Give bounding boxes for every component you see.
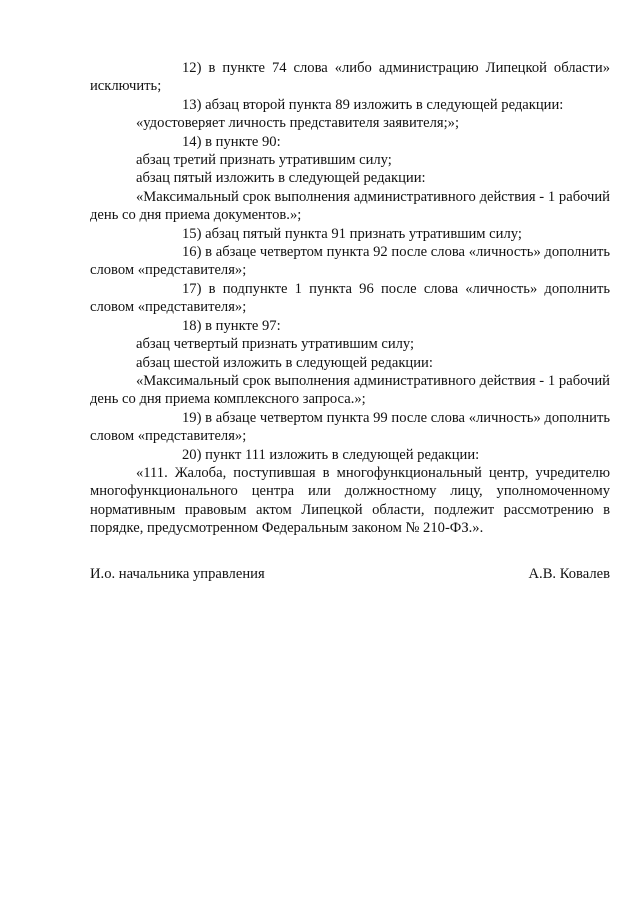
paragraph-18-quote bbox=[90, 372, 610, 409]
paragraph-16 bbox=[90, 243, 610, 280]
paragraph-text: «111. Жалоба, поступившая в многофункциональный центр, учредителю многофункционального центра или должностному лицу, уполномоченному нормативным правовым актом Липецкой области, подлежит рассмотрению в порядке, предусмотренном Федеральным законом № 210-ФЗ.». bbox=[90, 464, 610, 537]
paragraph-15 bbox=[90, 225, 610, 243]
paragraph-12 bbox=[90, 59, 610, 96]
item-number: 18) bbox=[182, 317, 202, 334]
signatory-name: А.В. Ковалев bbox=[528, 566, 610, 582]
paragraph-19 bbox=[90, 409, 610, 446]
item-number: 12) bbox=[182, 60, 202, 76]
paragraph-13-quote bbox=[90, 114, 610, 132]
paragraph-text: «удостоверяет личность представителя заявителя;»; bbox=[136, 115, 460, 132]
paragraph-20 bbox=[90, 446, 610, 464]
paragraph-text: абзац второй пункта 89 изложить в следующей редакции: bbox=[205, 96, 564, 113]
document-body bbox=[90, 59, 610, 538]
paragraph-text: абзац шестой изложить в следующей редакции: bbox=[136, 354, 433, 371]
item-number: 16) bbox=[182, 244, 202, 261]
paragraph-text: в абзаце четвертом пункта 99 после слова «личность» дополнить словом «представителя»; bbox=[90, 409, 610, 445]
paragraph-14 bbox=[90, 133, 610, 151]
paragraph-17 bbox=[90, 280, 610, 317]
paragraph-14-quote bbox=[90, 188, 610, 225]
paragraph-14-a bbox=[90, 151, 610, 169]
paragraph-text: в подпункте 1 пункта 96 после слова «личность» дополнить словом «представителя»; bbox=[90, 280, 610, 316]
paragraph-text: «Максимальный срок выполнения административного действия - 1 рабочий день со дня приема комплексного запроса.»; bbox=[90, 372, 610, 408]
paragraph-text: абзац пятый изложить в следующей редакции: bbox=[136, 170, 426, 187]
item-number: 20) bbox=[182, 446, 202, 463]
signatory-position: И.о. начальника управления bbox=[90, 566, 265, 582]
item-number: 17) bbox=[182, 280, 202, 297]
item-number: 14) bbox=[182, 133, 202, 150]
paragraph-text: в пункте 97: bbox=[205, 317, 281, 334]
paragraph-text: в абзаце четвертом пункта 92 после слова «личность» дополнить словом «представителя»; bbox=[90, 244, 610, 279]
paragraph-18-b bbox=[90, 354, 610, 372]
paragraph-18-a bbox=[90, 335, 610, 353]
paragraph-18 bbox=[90, 317, 610, 335]
paragraph-20-quote bbox=[90, 464, 610, 538]
item-number: 15) bbox=[182, 225, 202, 242]
paragraph-text: «Максимальный срок выполнения административного действия - 1 рабочий день со дня приема документов.»; bbox=[90, 188, 610, 224]
paragraph-text: абзац пятый пункта 91 признать утратившим силу; bbox=[205, 225, 522, 242]
paragraph-text: пункт 111 изложить в следующей редакции: bbox=[205, 446, 480, 463]
paragraph-text: абзац третий признать утратившим силу; bbox=[136, 152, 392, 169]
paragraph-13 bbox=[90, 96, 610, 114]
paragraph-text: в пункте 74 слова «либо администрацию Липецкой области» исключить; bbox=[90, 60, 610, 95]
paragraph-text: абзац четвертый признать утратившим силу; bbox=[136, 336, 415, 353]
paragraph-14-b bbox=[90, 169, 610, 187]
item-number: 13) bbox=[182, 96, 202, 113]
paragraph-text: в пункте 90: bbox=[205, 133, 281, 150]
item-number: 19) bbox=[182, 409, 202, 426]
